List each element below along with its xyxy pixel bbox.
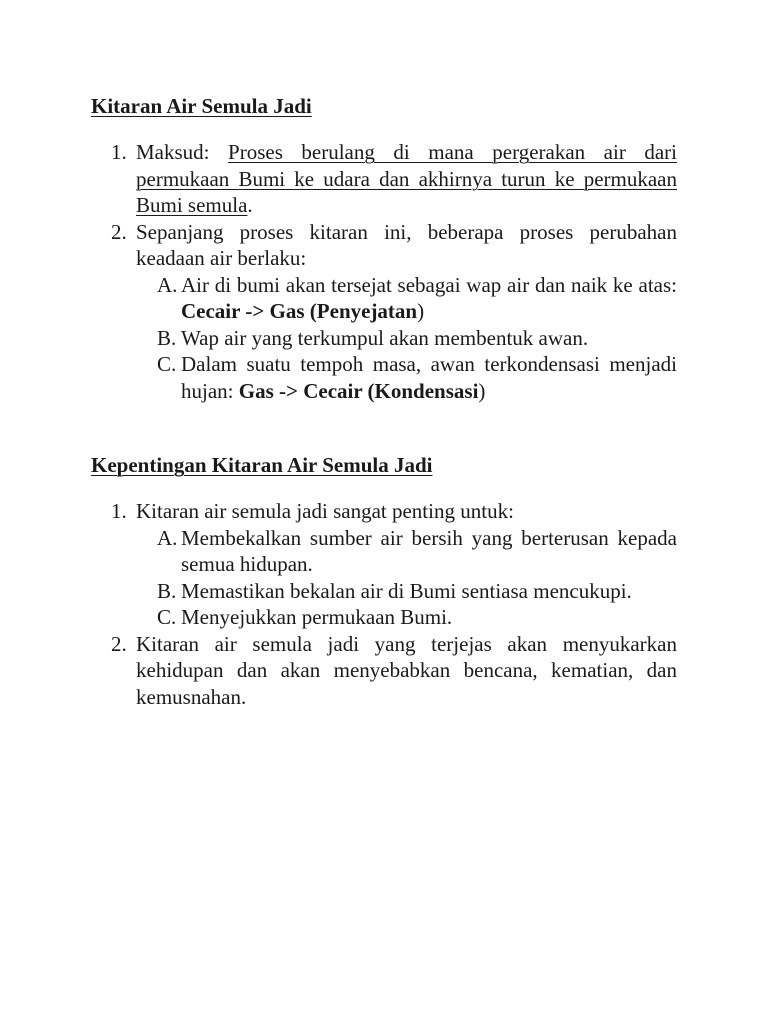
sub-list-text: Membekalkan sumber air bersih yang berterusan kepada semua hidupan. [181, 525, 677, 576]
sub-list-item [157, 325, 677, 352]
list-item-text: Sepanjang proses kitaran ini, beberapa proses perubahan keadaan air berlaku: [136, 219, 677, 270]
list-item [111, 139, 677, 219]
list-number: 2. [111, 219, 127, 244]
definition-end: . [247, 193, 253, 217]
sub-list-text: Air di bumi akan tersejat sebagai wap air dan naik ke atas: [181, 272, 677, 297]
sub-list-item [157, 604, 677, 631]
definition-text: Proses berulang di mana pergerakan air dari permukaan Bumi ke udara dan akhirnya turun ke permukaan Bumi semula [136, 140, 677, 217]
section1-list [0, 139, 768, 404]
sub-list-letter: A. [157, 525, 178, 550]
definition-label: Maksud: [136, 140, 229, 164]
sub-list-item [157, 525, 677, 578]
section-heading-kitaran-air: Kitaran Air Semula Jadi [91, 94, 312, 118]
sub-list-letter: A. [157, 272, 178, 297]
list-number: 1. [111, 140, 127, 164]
list-number: 1. [111, 499, 127, 523]
list-item [111, 498, 677, 525]
sub-list-bold-text: Gas -> Cecair (Kondensasi [238, 378, 479, 403]
sub-list-letter: B. [157, 578, 177, 603]
sub-list-text: Menyejukkan permukaan Bumi. [181, 605, 453, 629]
list-item-text: Kitaran air semula jadi sangat penting untuk: [136, 499, 514, 523]
sub-list-after: ) [417, 299, 425, 323]
sub-list-after: ) [478, 378, 486, 403]
section2-list [0, 498, 768, 710]
sub-list-item [157, 578, 677, 605]
sub-list-item [157, 351, 677, 404]
list-item-text: Kitaran air semula jadi yang terjejas akan menyukarkan kehidupan dan akan menyebabkan bencana, kematian, dan kemusnahan. [136, 631, 677, 709]
sub-list-item [157, 272, 677, 325]
section-heading-kepentingan: Kepentingan Kitaran Air Semula Jadi [91, 453, 433, 477]
sub-list-text: Memastikan bekalan air di Bumi sentiasa mencukupi. [181, 578, 632, 603]
sub-list-letter: B. [157, 325, 177, 350]
sub-list-bold-text: Cecair -> Gas (Penyejatan [181, 299, 418, 323]
list-item [111, 219, 677, 272]
list-item [111, 631, 677, 711]
sub-list-letter: C. [157, 352, 177, 376]
sub-list-text: Wap air yang terkumpul akan membentuk awan. [181, 325, 589, 350]
sub-list-text: Dalam suatu tempoh masa, awan terkondensasi menjadi hujan: [181, 352, 677, 403]
list-number: 2. [111, 631, 127, 656]
sub-list-letter: C. [157, 605, 177, 629]
